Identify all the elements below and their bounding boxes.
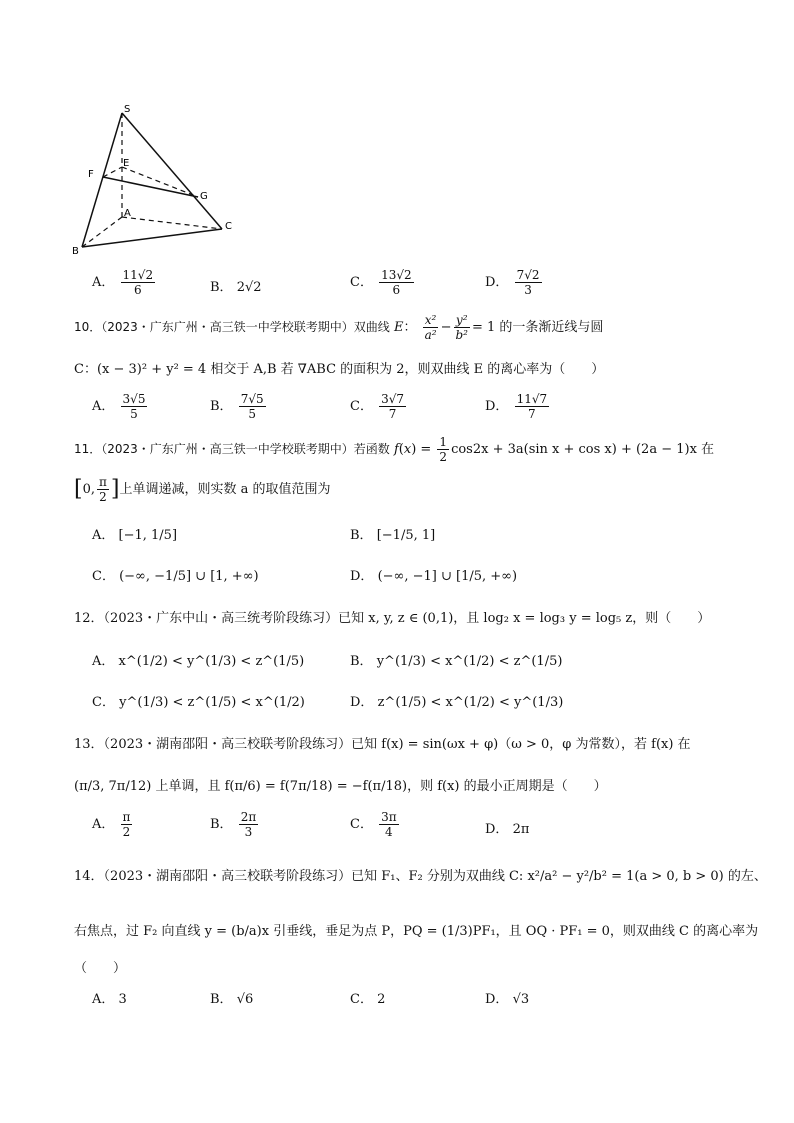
q12-option-c[interactable] — [92, 691, 305, 710]
option-value: 2√2 — [236, 280, 262, 295]
q14-option-c[interactable] — [350, 988, 385, 1007]
option-letter: D． — [485, 399, 509, 414]
option-value: 3 — [118, 992, 127, 1007]
q9-option-d[interactable] — [485, 268, 544, 297]
option-letter: A． — [92, 399, 115, 414]
option-letter: D． — [485, 992, 509, 1007]
q12-option-b[interactable] — [350, 650, 562, 669]
pyramid-figure — [60, 95, 250, 260]
option-letter: A． — [92, 654, 115, 669]
q12-option-d[interactable] — [350, 691, 563, 710]
numerator: 11√7 — [516, 392, 548, 406]
vertex-label-e: E — [123, 158, 130, 169]
option-letter: B． — [210, 399, 233, 414]
q10-option-c[interactable] — [350, 392, 408, 421]
denominator: 3 — [524, 283, 532, 297]
option-letter: D． — [350, 695, 374, 710]
question-text: cos2x + 3a(sin x + cos x) + (2a − 1)x 在 — [451, 442, 715, 457]
option-letter: A． — [92, 275, 115, 290]
option-value: y^(1/3) < z^(1/5) < x^(1/2) — [119, 695, 305, 710]
option-letter: D． — [350, 569, 374, 584]
vertex-label-c: C — [225, 221, 232, 232]
option-letter: B． — [210, 817, 233, 832]
q11-option-d[interactable] — [350, 565, 517, 584]
q9-option-b[interactable] — [210, 276, 262, 295]
vertex-label-f: F — [88, 169, 94, 180]
option-letter: B． — [350, 654, 373, 669]
denominator: 6 — [133, 283, 142, 297]
option-value: z^(1/5) < x^(1/2) < y^(1/3) — [377, 695, 564, 710]
q11-option-a[interactable] — [92, 524, 177, 543]
option-letter: B． — [210, 280, 233, 295]
question-header: 10．（2023・广东广州・高三铁一中学校联考期中）双曲线 — [74, 320, 390, 334]
numerator: 2π — [240, 810, 257, 824]
option-value: 2 — [377, 992, 386, 1007]
option-letter: C． — [350, 992, 373, 1007]
q10-line2: C：(x − 3)² + y² = 4 相交于 A,B 若 ∇ABC 的面积为 2，则双曲线 E 的离心率为（ ） — [74, 362, 605, 377]
denominator: 4 — [385, 825, 393, 839]
option-letter: B． — [350, 528, 373, 543]
q10-option-a[interactable] — [92, 392, 149, 421]
q13-option-d[interactable] — [485, 818, 529, 837]
q11-option-c[interactable] — [92, 565, 259, 584]
numerator: 11√2 — [122, 268, 154, 282]
option-value: √6 — [236, 992, 254, 1007]
q10-option-d[interactable] — [485, 392, 551, 421]
option-value: √3 — [512, 992, 530, 1007]
q9-option-c[interactable] — [350, 268, 416, 297]
option-letter: A． — [92, 992, 115, 1007]
q13-option-c[interactable] — [350, 810, 401, 839]
vertex-label-s: S — [124, 104, 131, 115]
q14-line3: （ ） — [74, 961, 127, 976]
numerator: π — [122, 810, 131, 824]
question-header: 11．（2023・广东广州・高三铁一中学校联考期中）若函数 — [74, 442, 390, 456]
denominator: 5 — [130, 407, 138, 421]
q13-option-b[interactable] — [210, 810, 260, 839]
q10-line1: 10．（2023・广东广州・高三铁一中学校联考期中）双曲线 E： $\frac{\text{x²}}{\text{a²}}$ − $\frac{\text{y²}}{\text{b²}}$ = 1 的一条渐近线与圆 — [74, 313, 604, 342]
q11-option-b[interactable] — [350, 524, 435, 543]
option-letter: D． — [485, 275, 509, 290]
q11-line2: [0, $\frac{\pi}{2}$ ]上单调递减，则实数 a 的取值范围为 — [74, 475, 331, 504]
q9-option-a[interactable] — [92, 268, 157, 297]
question-text: 上单调递减，则实数 a 的取值范围为 — [119, 482, 331, 497]
option-value: y^(1/3) < x^(1/2) < z^(1/5) — [376, 654, 563, 669]
q14-option-b[interactable] — [210, 988, 253, 1007]
q13-line1: 13．（2023・湖南邵阳・高三校联考阶段练习）已知 f(x) = sin(ωx + φ)（ω > 0，φ 为常数），若 f(x) 在 — [74, 737, 691, 752]
q14-option-d[interactable] — [485, 988, 529, 1007]
q12-option-a[interactable] — [92, 650, 304, 669]
option-value: [−1/5, 1] — [376, 528, 436, 543]
q13-option-a[interactable] — [92, 810, 134, 839]
denominator: 2 — [122, 825, 131, 839]
option-value: (−∞, −1] ∪ [1/5, +∞) — [377, 569, 518, 584]
q11-line1: 11．（2023・广东广州・高三铁一中学校联考期中）若函数 f(x) = $\frac{1}{2}$ cos2x + 3a(sin x + cos x) + (2a − 1)x 在 — [74, 435, 715, 464]
vertex-label-b: B — [72, 246, 79, 257]
option-letter: D． — [485, 822, 509, 837]
q13-line2: (π/3, 7π/12) 上单调，且 f(π/6) = f(7π/18) = −f(π/18)，则 f(x) 的最小正周期是（ ） — [74, 779, 607, 794]
q12-line1: 12．（2023・广东中山・高三统考阶段练习）已知 x, y, z ∈ (0,1)，且 log₂ x = log₃ y = log₅ z，则（ ） — [74, 611, 711, 626]
option-letter: C． — [350, 399, 373, 414]
numerator: 3√7 — [381, 392, 405, 406]
option-value: 2π — [512, 822, 530, 837]
denominator: 5 — [248, 407, 256, 421]
option-letter: C． — [92, 569, 115, 584]
denominator: 7 — [388, 407, 397, 421]
numerator: 7√5 — [240, 392, 264, 406]
numerator: 3π — [381, 810, 397, 824]
option-letter: A． — [92, 528, 115, 543]
q14-line1: 14．（2023・湖南邵阳・高三校联考阶段练习）已知 F₁、F₂ 分别为双曲线 C: x²/a² − y²/b² = 1(a > 0, b > 0) 的左、 — [74, 869, 767, 884]
vertex-label-a: A — [124, 208, 131, 219]
q10-option-b[interactable] — [210, 392, 268, 421]
denominator: 6 — [392, 283, 401, 297]
option-letter: B． — [210, 992, 233, 1007]
numerator: 3√5 — [122, 392, 146, 406]
option-letter: A． — [92, 817, 115, 832]
option-letter: C． — [350, 275, 373, 290]
numerator: 7√2 — [516, 268, 540, 282]
q14-line2: 右焦点，过 F₂ 向直线 y = (b/a)x 引垂线，垂足为点 P，PQ = (1/3)PF₁，且 OQ · PF₁ = 0，则双曲线 C 的离心率为 — [74, 924, 759, 939]
q14-option-a[interactable] — [92, 988, 127, 1007]
question-text: 的一条渐近线与圆 — [499, 320, 604, 335]
denominator: 7 — [528, 407, 536, 421]
option-value: (−∞, −1/5] ∪ [1, +∞) — [119, 569, 259, 584]
option-letter: C． — [350, 817, 373, 832]
option-value: x^(1/2) < y^(1/3) < z^(1/5) — [118, 654, 305, 669]
option-value: [−1, 1/5] — [118, 528, 178, 543]
numerator: 13√2 — [381, 268, 412, 282]
denominator: 3 — [244, 825, 253, 839]
option-letter: C． — [92, 695, 115, 710]
vertex-label-g: G — [200, 191, 208, 202]
curve-e-label: E — [393, 320, 404, 335]
